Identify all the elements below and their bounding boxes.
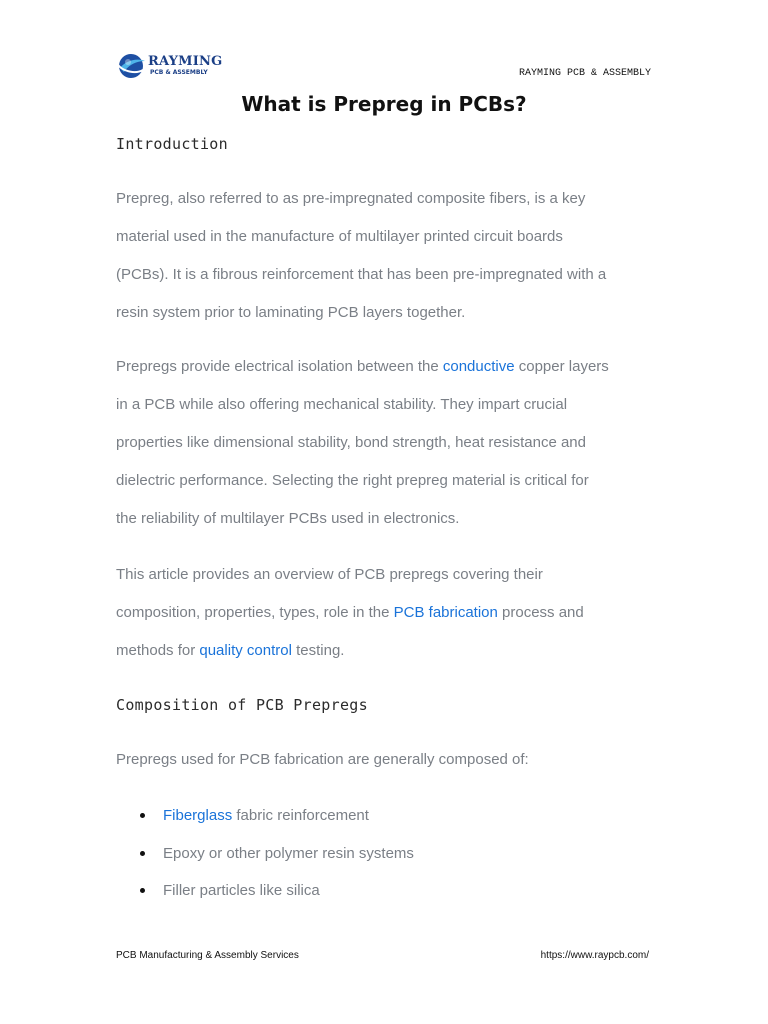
page-title: What is Prepreg in PCBs?: [241, 92, 527, 116]
intro-paragraph-1: [116, 180, 661, 332]
paragraph-line: [116, 604, 584, 621]
paragraph-text: Prepregs provide electrical isolation between the: [116, 358, 443, 375]
rayming-logo[interactable]: [116, 52, 226, 80]
paragraph-line: Prepreg, also referred to as pre-impregnated composite fibers, is a key: [116, 190, 586, 207]
section-heading-introduction: Introduction: [116, 135, 228, 153]
intro-paragraph-3: [116, 556, 661, 670]
bullet-icon: [140, 851, 145, 856]
list-item-text: Filler particles like silica: [163, 882, 320, 899]
paragraph-line: in a PCB while also offering mechanical stability. They impart crucial: [116, 396, 568, 413]
list-item-text: Epoxy or other polymer resin systems: [163, 844, 414, 862]
header-company-name: RAYMING PCB & ASSEMBLY: [518, 68, 651, 79]
conductive-link[interactable]: conductive: [442, 358, 515, 375]
composition-intro: [116, 741, 661, 779]
rayming-globe-icon: [116, 52, 146, 80]
list-item: [116, 840, 414, 878]
list-item: [116, 802, 414, 840]
footer-services-text: PCB Manufacturing & Assembly Services: [116, 950, 299, 961]
quality-control-link[interactable]: quality control: [199, 642, 292, 659]
pcb-fabrication-link[interactable]: PCB fabrication: [393, 604, 498, 621]
logo-name: RAYMING: [148, 54, 223, 69]
paragraph-line: [116, 642, 344, 659]
composition-list: [116, 802, 414, 915]
paragraph-text: methods for: [116, 642, 200, 659]
bullet-icon: [140, 813, 145, 818]
paragraph-text: composition, properties, types, role in the: [116, 604, 394, 621]
paragraph-line: material used in the manufacture of multilayer printed circuit boards: [116, 228, 563, 245]
paragraph-line: the reliability of multilayer PCBs used in electronics.: [116, 510, 460, 527]
paragraph-text: process and: [497, 604, 584, 621]
bullet-icon: [140, 888, 145, 893]
paragraph-line: [116, 358, 609, 375]
paragraph-line: Prepregs used for PCB fabrication are generally composed of:: [116, 751, 529, 768]
list-item: [116, 877, 414, 915]
intro-paragraph-2: [116, 348, 661, 538]
footer-website-link[interactable]: https://www.raypcb.com/: [540, 950, 649, 961]
paragraph-line: resin system prior to laminating PCB layers together.: [116, 304, 466, 321]
paragraph-text: copper layers: [514, 358, 609, 375]
fiberglass-link[interactable]: Fiberglass: [163, 807, 233, 824]
logo-subtitle: PCB & ASSEMBLY: [150, 69, 208, 76]
paragraph-line: (PCBs). It is a fibrous reinforcement that has been pre-impregnated with a: [116, 266, 607, 283]
paragraph-line: dielectric performance. Selecting the right prepreg material is critical for: [116, 472, 589, 489]
paragraph-line: This article provides an overview of PCB prepregs covering their: [116, 566, 543, 583]
section-heading-composition: Composition of PCB Prepregs: [116, 696, 368, 714]
list-item-text: fabric reinforcement: [232, 807, 369, 824]
paragraph-text: testing.: [291, 642, 345, 659]
paragraph-line: properties like dimensional stability, bond strength, heat resistance and: [116, 434, 586, 451]
